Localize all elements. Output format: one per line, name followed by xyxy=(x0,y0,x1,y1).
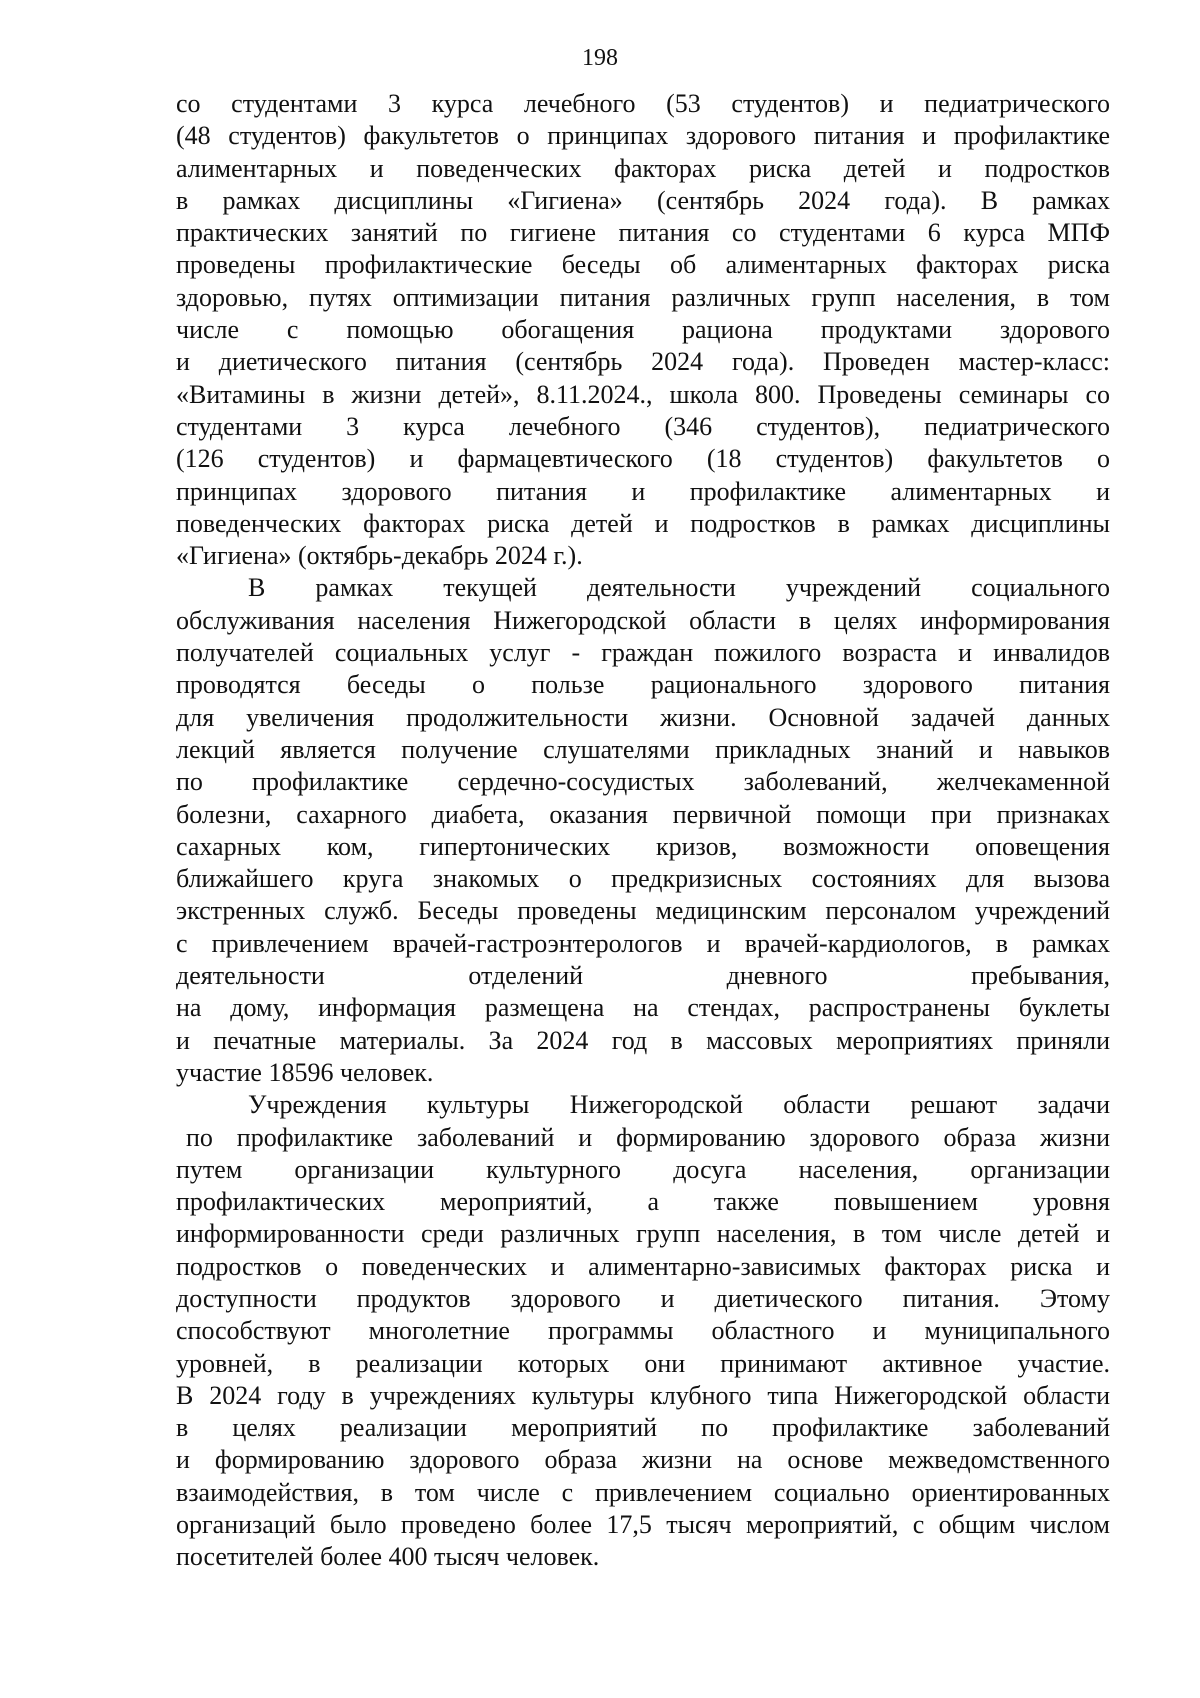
paragraph xyxy=(176,88,1110,572)
text-line: с привлечением врачей-гастроэнтерологов и врачей-кардиологов, в рамках xyxy=(176,928,1110,958)
text-line: «Гигиена» (октябрь-декабрь 2024 г.). xyxy=(176,541,583,571)
text-line: подростков о поведенческих и алиментарно-зависимых факторах риска и xyxy=(176,1251,1110,1281)
text-line: получателей социальных услуг - граждан пожилого возраста и инвалидов xyxy=(176,638,1110,668)
text-line: и печатные материалы. За 2024 год в массовых мероприятиях приняли xyxy=(176,1025,1110,1055)
text-line: алиментарных и поведенческих факторах риска детей и подростков xyxy=(176,153,1110,183)
text-line: обслуживания населения Нижегородской области в целях информирования xyxy=(176,605,1110,635)
text-line: В 2024 году в учреждениях культуры клубного типа Нижегородской области xyxy=(176,1380,1110,1410)
paragraph xyxy=(176,1089,1110,1573)
text-line: ближайшего круга знакомых о предкризисных состояниях для вызова xyxy=(176,864,1110,894)
paragraph xyxy=(176,572,1110,1089)
text-line: «Витамины в жизни детей», 8.11.2024., школа 800. Проведены семинары со xyxy=(176,379,1110,409)
text-line: посетителей более 400 тысяч человек. xyxy=(176,1542,600,1572)
text-line: проведены профилактические беседы об алиментарных факторах риска xyxy=(176,250,1110,280)
text-line: числе с помощью обогащения рациона продуктами здорового xyxy=(176,315,1110,345)
text-line: со студентами 3 курса лечебного (53 студентов) и педиатрического xyxy=(176,89,1110,118)
text-line: болезни, сахарного диабета, оказания первичной помощи при признаках xyxy=(176,799,1110,829)
text-line: по профилактике сердечно-сосудистых заболеваний, желчекаменной xyxy=(176,767,1110,797)
text-line: В рамках текущей деятельности учреждений социального xyxy=(248,573,1110,603)
text-line: здоровью, путях оптимизации питания различных групп населения, в том xyxy=(176,282,1110,312)
text-line: на дому, информация размещена на стендах, распространены буклеты xyxy=(176,993,1110,1023)
text-line: проводятся беседы о пользе рационального здорового питания xyxy=(176,670,1110,700)
text-line: деятельности отделений дневного пребывания, xyxy=(176,961,1110,991)
text-line: лекций является получение слушателями прикладных знаний и навыков xyxy=(176,734,1110,764)
text-line: по профилактике заболеваний и формированию здорового образа жизни xyxy=(186,1122,1110,1152)
text-line: путем организации культурного досуга населения, организации xyxy=(176,1154,1110,1184)
text-line: профилактических мероприятий, а также повышением уровня xyxy=(176,1187,1110,1217)
text-line: сахарных ком, гипертонических кризов, возможности оповещения xyxy=(176,831,1110,861)
text-line: информированности среди различных групп населения, в том числе детей и xyxy=(176,1219,1110,1249)
text-line: уровней, в реализации которых они принимают активное участие. xyxy=(176,1348,1110,1378)
text-line: и формированию здорового образа жизни на основе межведомственного xyxy=(176,1445,1110,1475)
text-line: Учреждения культуры Нижегородской области решают задачи xyxy=(248,1090,1110,1120)
text-line: и диетического питания (сентябрь 2024 года). Проведен мастер-класс: xyxy=(176,347,1110,377)
text-line: экстренных служб. Беседы проведены медицинским персоналом учреждений xyxy=(176,896,1110,926)
text-line: в рамках дисциплины «Гигиена» (сентябрь 2024 года). В рамках xyxy=(176,185,1110,215)
text-line: способствуют многолетние программы областного и муниципального xyxy=(176,1316,1110,1346)
text-line: поведенческих факторах риска детей и подростков в рамках дисциплины xyxy=(176,508,1110,538)
text-line: студентами 3 курса лечебного (346 студентов), педиатрического xyxy=(176,411,1110,441)
text-line: взаимодействия, в том числе с привлечением социально ориентированных xyxy=(176,1477,1110,1507)
text-line: в целях реализации мероприятий по профилактике заболеваний xyxy=(176,1413,1110,1443)
text-line: участие 18596 человек. xyxy=(176,1057,434,1087)
text-line: доступности продуктов здорового и диетического питания. Этому xyxy=(176,1283,1110,1313)
text-line: для увеличения продолжительности жизни. Основной задачей данных xyxy=(176,702,1110,732)
text-line: (48 студентов) факультетов о принципах здорового питания и профилактике xyxy=(176,121,1110,151)
text-line: (126 студентов) и фармацевтического (18 студентов) факультетов о xyxy=(176,444,1110,474)
text-line: организаций было проведено более 17,5 тысяч мероприятий, с общим числом xyxy=(176,1510,1110,1540)
text-line: принципах здорового питания и профилактике алиментарных и xyxy=(176,476,1110,506)
text-line: практических занятий по гигиене питания со студентами 6 курса МПФ xyxy=(176,218,1110,248)
document-body xyxy=(176,88,1110,1574)
page-number: 198 xyxy=(582,45,618,71)
